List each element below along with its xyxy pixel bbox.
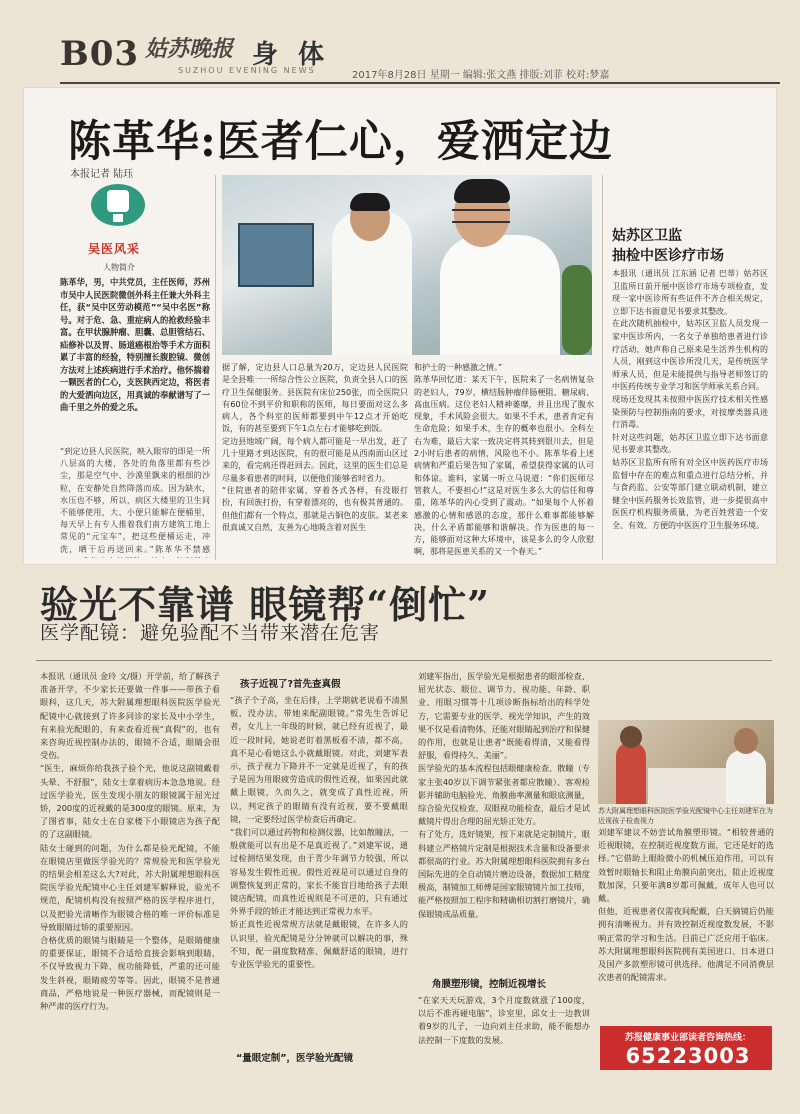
paper-name-english: SUZHOU EVENING NEWS [178,66,316,75]
column-label: 吴医风采 [88,242,141,256]
sidebar-news-body: 本报讯（通讯员 江东涵 记者 巴蒂）姑苏区卫监所日前开展中医诊疗市场专项检查，发现一家中医诊所有些证件不齐合相关规定，立即下达书面意见书要求其整改。 在此次随机抽检中，姑苏区卫监人员发现一家中医诊所内，一名女子单独给患者进行诊疗活动，她声称自己原来是生活养生机构的人员，刚到这中医诊所没几天，是传统医学师承人员，但是未能提供与指导老师签订的中医药传统专业学习和医学师承关系合同。 现场还发现其未按照中医医疗技术相关性感染预防与控制指南的要求，对按摩类器具进行消毒。 针对这些问题，姑苏区卫监立即下达书面意见书要求其整改。 姑苏区卫监所有所有对全区中医药医疗市场监督中存在的难点和重点进行总结分析，并与食药监、公安等部门建立联动机制，建立健全中医药服务长效监管，进一步提很高中医医疗机构服务质量，为老百姓营造一个安全、有效、方便的中医医疗卫生服务环境。 [612,269,768,530]
photo-caption: 苏大附属理想眼科医院医学验光配镜中心主任刘建军在为近视孩子检查视力 [598,807,773,825]
article2-column: 本报讯（通讯员 金玲 文/摄）开学前，给了解孩子准备开学，不少家长还要做一件事——带孩子看眼科，这几天，苏大附属理想眼科医院医学验光配镜中心就接到了许多同诊的家长及中小学生，有来验光配眼的，有来查看近视“真假”的，也有来咨询近视控制办法的，眼镜不合适，眼睛会很受伤。 “医生，麻烦你给我孩子验个光，他说这副镜戴着头晕、不舒服”，陆女士拿着病历本急急地说。经过医学验光，医生发现小朋友的眼镜属于屈光过矫，200度的近视戴的是300度的眼镜。原来，为了图省事，陆女士在自家楼下小眼镜店为孩子配的了这副眼镜。 陆女士碰到的问题，为什么都是验光配镜，不能在眼镜店里做医学验光的？常规验光和医学验光的结果会相差这么大?对此，苏大附属理想眼科医院医学验光配镜中心主任刘建军解释说，验光不规范，配镜机构没有按照严格的医学程序进行，以及把验光清晰作为眼镜合格的唯一评价标准是导致眼睛过矫的重要原因。 合格优质的眼镜与眼睛是一个整体，是眼睛健康的重要保证，眼镜不合适给直接会影响到眼睛，不仅导致视力下降、视功能降低，严重的还可能发生斜视，眼睛疲劳等等。因此，眼镜不是普通商品，严格地说是一种医疗器械，而配镜则是一种严肃的医疗行为。 [40,671,220,1012]
article2-subhead: 医学配镜：避免验配不当带来潜在危害 [40,622,381,644]
article-headline: 陈革华:医者仁心，爱洒定边 [68,117,613,167]
profile-bio: 陈革华，男，中共党员，主任医师，苏州市吴中人民医院微创外科主任兼大外科主任，获“吴中区劳动模范”“吴中名医”称号。对于危、急、重症病人的抢救经验丰富。在甲状腺肿瘤、胆囊、总胆管结石、疝修补以及胃、肠道癌根治等手术方面积累了丰富的经验，特别擅长腹腔镜、微创方法对上述疾病进行手术治疗。他怀揣着一颗医者的仁心，支医陕西定边，将医者的大爱洒向边区，用真诚的奉献谱写了一曲千里之外的爱之乐。 [60,277,210,412]
section-name: 身体 [252,40,345,70]
sidebar-news-title: 姑苏区卫监 抽检中医诊疗市场 [612,228,724,264]
article2-rule [36,660,772,661]
paper-name: 姑苏晚报 [145,36,234,62]
article2-subheading: “量眼定制”，医学验光配镜 [236,1053,353,1064]
dateline: 2017年8月28日 星期一 编辑:张文燕 排版:刘菲 校对:梦嘉 [352,70,610,81]
page-number: B03 [60,34,140,74]
article-byline: 本报记者 陆珏 [70,169,134,180]
column-divider [215,175,216,560]
hotline-number: 65223003 [625,1044,751,1068]
masthead-rule [60,82,780,84]
clinic-photo [598,720,774,804]
article2-headline: 验光不靠谱 眼镜帮“倒忙” [40,582,490,627]
column-divider [602,175,603,560]
article-body-column: 和护士的一种感激之情。” 陈革华回忆道：某天下午，医院来了一名病情复杂的老妇人，79岁，横结肠肿瘤伴肠梗阻、糖尿病、高血压病。这位老妇人精神萎靡，并且出现了腹水现象，手术风险会很大。如果不手术，患者肯定有生命危险；如果手术，生存的概率也很小。全科左右为难，最后大家一致决定将其转到银川去，但是2小时后患者的病情，风险也不小。陈革华看上述病情和严重后果告知了家属，希望获得家属的认可和体谅。谁料，家属一听立马说道：“你们医师尽管救人，不要担心!”这是对医生多么大的信任和尊重，陈革华的内心受到了震动。“如果每个人怀着感激的心情和感恩的态度，那什么难事都能够解决，什么矛盾都能够和谐解决。作为医患的每一方，能够面对这种大环境中，该是多么的令人欣慰啊，那将是医患关系的又一个春天。” [414,363,594,557]
hotline-label: 苏报健康事业部读者咨询热线： [624,1033,751,1043]
article-body-column: 据了解，定边县人口总量为20万，定边县人民医院是全县唯一一所综合性公立医院，负责全县人口的医疗卫生保健服务。县医院有床位250张，而全医院只有60位不到平价和职称的医师，每日要面对这么多病人，各个科室的医师都要到中午12点才开始吃饭，有的甚至要到下午1点左右才能够吃到饭。 定边县地域广阔，每个病人都可能是一早出发，赶了几十里路才到达医院，有的很可能是从西南面山区过来的，看完病还得赶回去。因此，这里的医生们总是尽量多看患者的时间，以便他们能够省时省力。 “住院患者的陪伴家属，穿着各式各样，有没眼打扮，有回族打扮，有穿着漂亮的，也有极其普通的。但他们都有一个特点，那就是古铜色的皮肤。某老来很真诚又自然，友善为心地吸含着对医生 [222,363,408,532]
column-logo [88,184,148,230]
article2-column: “孩子个子高，坐在后排，上学期就老说看不清黑板，没办法，带她来配副眼镜。”常先生告诉记者，女儿上一年级的时候，就已经有近视了，最近一段时间，她说老盯着黑板看不清，都不高，真不是心看她这么小就戴眼镜。对此，刘建军表示，孩子视力下降并不一定就是近视了，有的孩子是因为用眼疲劳造成的假性近视，如果因此就戴上眼镜，久而久之，就变成了真性近视，所以，判定孩子的眼睛有没有近视，要不要戴眼镜，一定要经过医学检查后再确定。 “我们可以通过药物和检测仪器，比如散瞳法，一般就能可以有出是不是真近视了。”刘建军说，通过检测结果发现，由于青少年调节力较强，所以容易发生假性近视。假性近视是可以通过自身的调整恢复到正常的，家长不能盲目地给孩子去眼镜店配镜，而真性近视则是不可逆的，只有通过外界手段的矫正才能达到正常视力水平。 矫正真性近视常规方法就是戴眼镜，在许多人的认识里，验光配镜是分分钟就可以解决的事，殊不知，配一副度数精准、佩戴舒适的眼镜，进行专业医学验光的重要性。 [230,695,408,970]
article2-subheading: 角膜塑形镜，控制近视增长 [432,979,547,990]
doctor-icon [91,184,145,226]
article2-column: “在家天天玩游戏，3个月度数就涨了100度，以后不准再碰电脑”，诊室里，邱女士一边教训着9岁的儿子，一边向刘主任求助，能不能想办法控制一下度数的发展。 [418,995,590,1045]
article2-column: 刘建军建议不妨尝试角膜塑形镜。“相较普通的近视眼镜，在控制近视度数方面，它还是好的选择。”它借助上眼睑微小的机械压迫作用，可以有效暂时眼轴长和阻止角膜向前突出，阻止近视度数加深，只要年满8岁都可佩戴，成年人也可以戴。 但他，近视患者仅需夜间配戴，白天摘镜后仍能拥有清晰视力。并有效控制近视度数发展，不影响正常的学习和生活。目前已广泛应用于临床。苏大附属理想眼科医院拥有美国进口、日本进口及国产多款塑形镜可供选择。他满足不同消费层次患者的配镜需求。 [598,827,774,983]
article2-column: 刘建军指出，医学验光是根据患者的眼部检查、屈光状态、眼位、调节力、视功能、年龄、职业、用眼习惯等十几项诊断指标给出的科学处方，它需要专业的医学、视光学知识，产生的效果不仅是看清物体，还能对眼睛起到治疗和保健的作用，也就是让患者“既能看得清，又能看得舒服，看得持久、美丽”。 医学验光的基本流程包括眼健康检查、散瞳（专家主张40岁以下调节紧张者都应散瞳）、客观检影并辅助电脑验光、角膜曲率测量和眼底测量，综合验光仪检查、双眼视功能检查，最后才是试戴镜片得出合理的屈光矫正处方。 有了处方，选好镜架，按下来就是定制镜片，眼科建立严格镜片定制是根据技术含量和设备要求都很高的行业。苏大附属理想眼科医院拥有多台国际先进的全自动镜片磨边设备，数据加工精度极高，制镜加工师傅是国家眼镜镜片加工技师，能严格按照加工程序和精确相切割打磨镜片，确保眼镜成品质量。 [418,671,590,919]
quote-paragraph: “到定边县人民医院，映入眼帘的即是一所八层高的大楼，各处的角落里都有些沙尘，那是空气中、沙漠里飘来的根细的沙粒，在安静处自然降落而成。因为缺水，水压也不够，所以，病区大楼里的卫生间不能够使用，大、小便只能解在便桶里，每天早上有专人推着我们南方建筑工地上常见的“元宝车”，把这些便桶运走，冲洗，晒干后再送回来。”陈革华不禁感 [60,447,210,554]
intro-label: 人物简介 [103,263,135,272]
article-photo [222,175,592,355]
article2-subheading: 孩子近视了?首先查真假 [240,679,341,690]
